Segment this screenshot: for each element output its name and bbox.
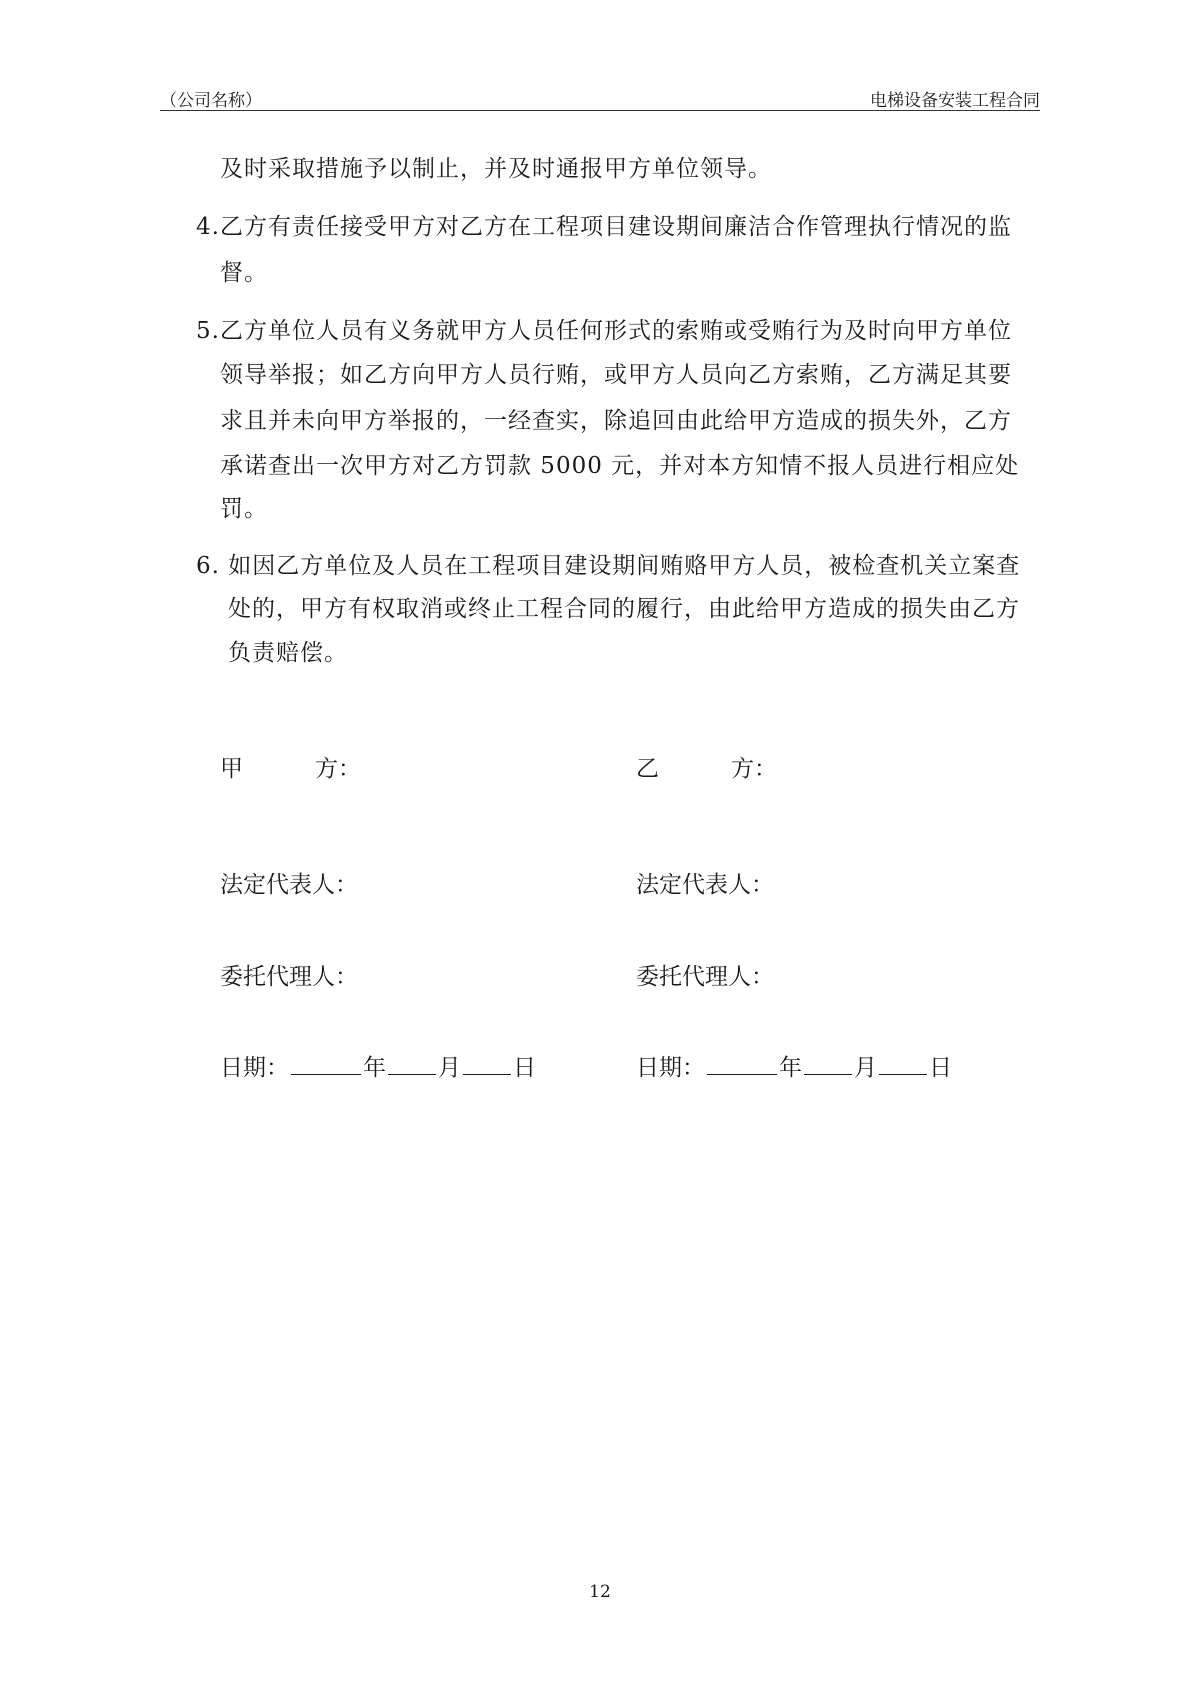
- clause-5-line: 承诺查出一次甲方对乙方罚款 5000 元，并对本方知情不报人员进行相应处: [220, 453, 1020, 479]
- party-a-date: [220, 1054, 536, 1080]
- party-b-label-second: 方：: [731, 756, 777, 782]
- party-a-day-label: 日: [513, 1055, 536, 1081]
- party-a-month-blank: [388, 1054, 436, 1075]
- party-a-label-first: 甲: [220, 756, 243, 782]
- party-b-year-label: 年: [779, 1055, 802, 1081]
- party-b-agent-label: 委托代理人：: [636, 964, 774, 990]
- party-a-label-second: 方：: [315, 756, 361, 782]
- party-b-day-blank: [879, 1054, 927, 1075]
- clause-4-line: 督。: [220, 260, 268, 286]
- clause-5-line: 领导举报；如乙方向甲方人员行贿，或甲方人员向乙方索贿，乙方满足其要: [220, 362, 1012, 388]
- clause-5-line: 5.乙方单位人员有义务就甲方人员任何形式的索贿或受贿行为及时向甲方单位: [196, 318, 1012, 344]
- clause-6-line: 负责赔偿。: [228, 640, 348, 666]
- party-a-date-label: 日期：: [220, 1055, 289, 1081]
- document-title: 电梯设备安装工程合同: [870, 91, 1040, 111]
- company-name-placeholder: （公司名称）: [160, 91, 262, 111]
- party-a-legal-rep-label: 法定代表人：: [220, 872, 358, 898]
- party-b-label-first: 乙: [636, 756, 659, 782]
- clause-6-line: 6. 如因乙方单位及人员在工程项目建设期间贿赂甲方人员，被检查机关立案查: [196, 553, 1021, 579]
- page-number: 12: [589, 1582, 611, 1602]
- clause-5-line: 罚。: [220, 496, 268, 522]
- party-a-agent-label: 委托代理人：: [220, 964, 358, 990]
- party-a-month-label: 月: [438, 1055, 461, 1081]
- party-b-month-blank: [804, 1054, 852, 1075]
- page-header: [160, 84, 1040, 111]
- party-b-month-label: 月: [854, 1055, 877, 1081]
- party-a-label: [220, 758, 361, 781]
- clause-5-line: 求且并未向甲方举报的，一经查实，除追回由此给甲方造成的损失外，乙方: [220, 408, 1012, 434]
- party-b-date: [636, 1054, 952, 1080]
- party-a-day-blank: [463, 1054, 511, 1075]
- party-a-year-label: 年: [363, 1055, 386, 1081]
- party-b-label: [636, 758, 777, 781]
- party-a-year-blank: [291, 1054, 361, 1075]
- clause-4-line: 4.乙方有责任接受甲方对乙方在工程项目建设期间廉洁合作管理执行情况的监: [196, 214, 1012, 240]
- party-b-legal-rep-label: 法定代表人：: [636, 872, 774, 898]
- party-b-day-label: 日: [929, 1055, 952, 1081]
- party-b-date-label: 日期：: [636, 1055, 705, 1081]
- clause-6-line: 处的，甲方有权取消或终止工程合同的履行，由此给甲方造成的损失由乙方: [228, 596, 1020, 622]
- party-b-year-blank: [707, 1054, 777, 1075]
- body-line: 及时采取措施予以制止，并及时通报甲方单位领导。: [220, 156, 772, 182]
